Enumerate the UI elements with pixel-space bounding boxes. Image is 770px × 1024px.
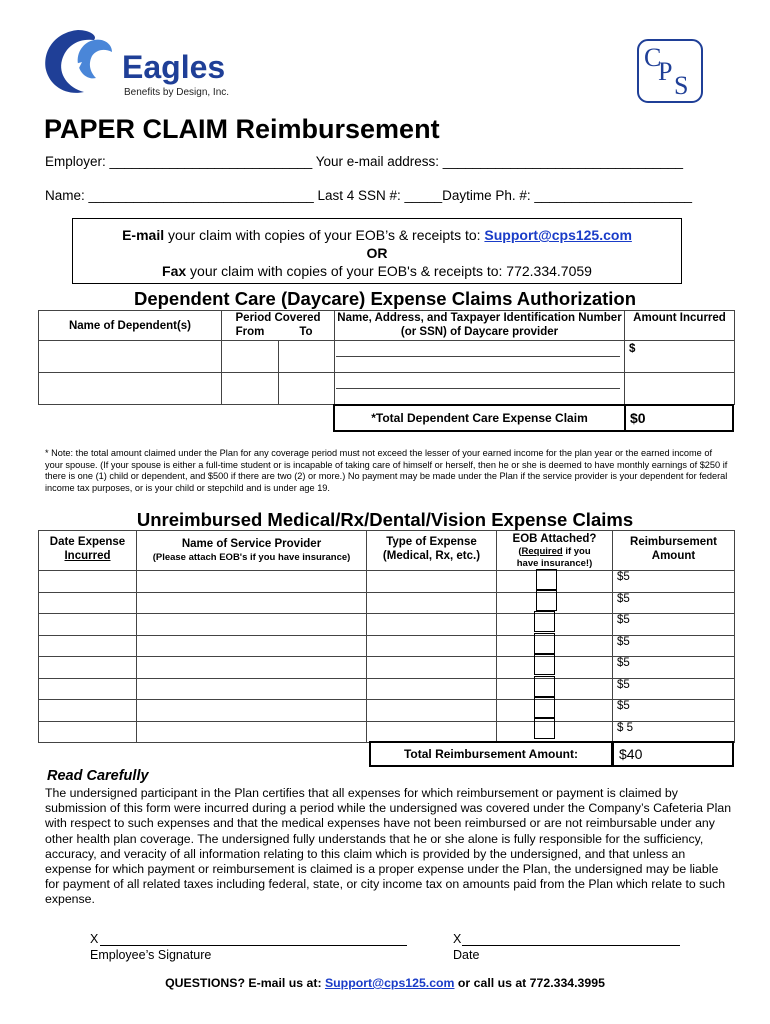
footer-support-email-link[interactable]: Support@cps125.com	[324, 976, 455, 990]
questions-suffix: or call us at 772.334.3995	[457, 976, 605, 990]
col-reimbursement-amount-label: Amount	[651, 550, 696, 562]
provider-cell[interactable]	[137, 592, 367, 614]
date-cell[interactable]	[39, 721, 137, 743]
name-ssn-phone-line: Name: ______________________________ Last 4 SSN #: _____Daytime Ph. #: _____________________	[45, 188, 693, 203]
signature-line[interactable]	[100, 945, 407, 946]
page-title: PAPER CLAIM Reimbursement	[44, 114, 440, 144]
col-date-label: Date Expense	[49, 536, 126, 548]
type-cell[interactable]	[367, 657, 497, 679]
col-eob-note-2: have insurance!)	[516, 558, 593, 569]
col-expense-type	[367, 531, 497, 571]
type-cell[interactable]	[367, 571, 497, 593]
date-cell[interactable]	[39, 592, 137, 614]
amount-cell[interactable]: $	[625, 341, 735, 373]
type-cell[interactable]	[367, 678, 497, 700]
col-date-expense	[39, 531, 137, 571]
col-to: To	[299, 326, 313, 338]
type-cell[interactable]	[367, 635, 497, 657]
email-label: E-mail	[122, 227, 165, 243]
employer-email-line: Employer: ___________________________ Your e-mail address: ________________________________	[45, 154, 684, 169]
total-dependent-value[interactable]: $0	[624, 404, 734, 432]
signature-x: X	[90, 932, 99, 946]
dependent-note: * Note: the total amount claimed under the Plan for any coverage period must not exceed the lesser of your earned income for the plan year or the earned income of your spouse. (If your spouse is either a full-time student or is incapable of taking care of himself or herself, then he or she is deemed to have monthly earnings of $250 if there is one (1) child or dependent, and $500 if there are two (2) or more.) No payment may be made under the Plan if the service provider is your dependent for federal income tax purposes, or is your child or stepchild and is under age 19.	[45, 448, 728, 493]
date-line[interactable]	[462, 945, 680, 946]
eagles-logo-tagline: Benefits by Design, Inc.	[124, 87, 230, 98]
eob-checkbox[interactable]	[534, 676, 555, 697]
dependent-care-title: Dependent Care (Daycare) Expense Claims Authorization	[133, 288, 637, 309]
reimbursement-cell[interactable]: $ 5	[613, 721, 735, 743]
svg-text:C: C	[644, 43, 662, 72]
col-eob-label: EOB Attached?	[512, 533, 597, 545]
col-service-provider-label: Name of Service Provider	[181, 538, 322, 550]
to-cell[interactable]	[279, 373, 335, 405]
dependent-name-cell[interactable]	[39, 341, 222, 373]
cps-logo	[636, 38, 704, 104]
eob-checkbox[interactable]	[536, 569, 557, 590]
col-date-incurred: Incurred	[64, 550, 111, 562]
col-expense-type-label: Type of Expense	[386, 536, 477, 548]
eob-checkbox[interactable]	[534, 611, 555, 632]
email-instruction: your claim with copies of your EOB’s & receipts to:	[164, 227, 481, 243]
medical-claims-table	[38, 530, 735, 743]
dependent-care-table	[38, 310, 735, 405]
type-cell[interactable]	[367, 592, 497, 614]
type-cell[interactable]	[367, 721, 497, 743]
date-cell[interactable]	[39, 657, 137, 679]
col-dependent-name: Name of Dependent(s)	[39, 311, 222, 341]
provider-cell[interactable]	[137, 678, 367, 700]
col-service-provider	[137, 531, 367, 571]
from-cell[interactable]	[222, 373, 279, 405]
col-amount-incurred: Amount Incurred	[625, 311, 735, 341]
provider-cell[interactable]	[137, 700, 367, 722]
col-expense-type-examples: (Medical, Rx, etc.)	[382, 550, 481, 562]
eob-checkbox[interactable]	[534, 654, 555, 675]
provider-cell[interactable]	[137, 721, 367, 743]
reimbursement-cell[interactable]: $5	[613, 700, 735, 722]
date-cell[interactable]	[39, 571, 137, 593]
type-cell[interactable]	[367, 700, 497, 722]
col-reimbursement-label: Reimbursement	[630, 536, 717, 548]
reimbursement-cell[interactable]: $5	[613, 657, 735, 679]
eob-checkbox[interactable]	[534, 718, 555, 739]
reimbursement-cell[interactable]: $5	[613, 678, 735, 700]
or-label: OR	[366, 245, 388, 261]
provider-cell[interactable]	[137, 657, 367, 679]
svg-text:P: P	[658, 57, 673, 86]
eob-checkbox[interactable]	[534, 633, 555, 654]
total-dependent-label: *Total Dependent Care Expense Claim	[333, 404, 626, 432]
contact-box	[72, 218, 682, 284]
fax-instruction: your claim with copies of your EOB's & receipts to: 772.334.7059	[186, 263, 592, 279]
amount-cell[interactable]	[625, 373, 735, 405]
date-x: X	[453, 932, 462, 946]
date-cell[interactable]	[39, 700, 137, 722]
provider-cell[interactable]	[137, 635, 367, 657]
signature-label: Employee’s Signature	[90, 948, 212, 962]
date-cell[interactable]	[39, 614, 137, 636]
col-service-provider-note: (Please attach EOB's if you have insurance)	[152, 552, 351, 563]
reimbursement-cell[interactable]: $5	[613, 614, 735, 636]
medical-claims-title: Unreimbursed Medical/Rx/Dental/Vision Expense Claims	[136, 509, 634, 530]
provider-cell[interactable]	[137, 571, 367, 593]
col-eob: EOB Attached? (Required if you have insurance!)	[497, 531, 613, 571]
reimbursement-cell[interactable]: $5	[613, 571, 735, 593]
date-cell[interactable]	[39, 635, 137, 657]
date-label: Date	[453, 948, 480, 962]
col-period-label: Period Covered	[235, 312, 321, 324]
eob-checkbox[interactable]	[536, 590, 557, 611]
col-provider: Name, Address, and Taxpayer Identification Number (or SSN) of Daycare provider	[335, 311, 625, 341]
total-reimbursement-label: Total Reimbursement Amount:	[369, 741, 613, 767]
provider-divider	[336, 356, 620, 357]
total-reimbursement-value[interactable]: $40	[612, 741, 734, 767]
dependent-name-cell[interactable]	[39, 373, 222, 405]
reimbursement-cell[interactable]: $5	[613, 635, 735, 657]
eagles-logo-name: Eagles	[122, 49, 226, 85]
col-eob-required: Required	[521, 546, 563, 557]
provider-cell[interactable]	[137, 614, 367, 636]
questions-footer	[0, 976, 770, 990]
certification-text: The undersigned participant in the Plan certifies that all expenses for which reimbursement or payment is claimed by submission of this form were incurred during a period while the undersigned was covered under the Company’s Cafeteria Plan with respect to such expenses and that the medical expenses have not been reimbursed or are not reimbursable under any other health plan coverage. The undersigned fully understands that he or she alone is fully responsible for the sufficiency, accuracy, and veracity of all information relating to this claim which is provided by the undersigned, and that unless an expense for which payment or reimbursement is claimed is a proper expense under the Plan, the undersigned may be liable for payment of all related taxes including federal, state, or city income tax on amounts paid from the Plan which relate to such expense.	[45, 786, 732, 907]
reimbursement-cell[interactable]: $5	[613, 592, 735, 614]
col-from: From	[235, 326, 265, 338]
svg-text:S: S	[674, 71, 689, 100]
support-email-link[interactable]: Support@cps125.com	[484, 227, 632, 243]
col-reimbursement	[613, 531, 735, 571]
read-carefully-title: Read Carefully	[47, 768, 149, 784]
to-cell[interactable]	[279, 341, 335, 373]
col-eob-note-1: if you	[562, 546, 591, 557]
date-cell[interactable]	[39, 678, 137, 700]
questions-prefix: QUESTIONS? E-mail us at:	[165, 976, 322, 990]
eob-checkbox[interactable]	[534, 697, 555, 718]
col-period	[222, 311, 335, 341]
fax-label: Fax	[162, 263, 187, 279]
provider-divider	[336, 388, 620, 389]
type-cell[interactable]	[367, 614, 497, 636]
from-cell[interactable]	[222, 341, 279, 373]
eagles-logo	[38, 26, 238, 100]
